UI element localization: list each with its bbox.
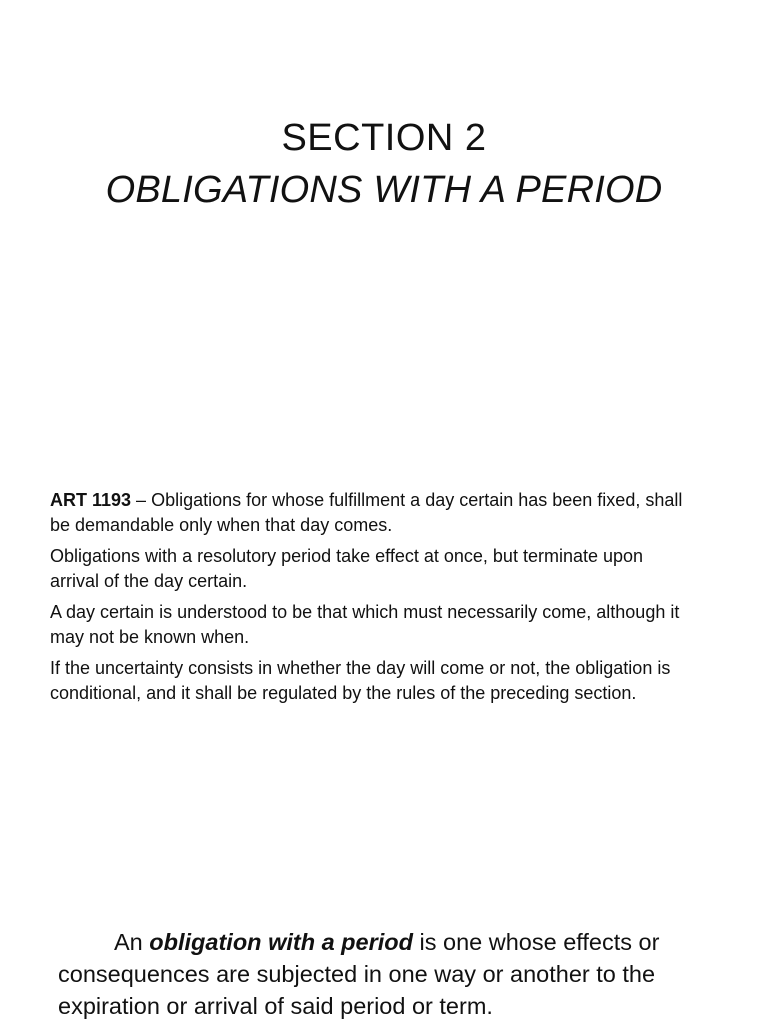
article-label: ART 1193 bbox=[50, 490, 132, 510]
section-title-block bbox=[0, 112, 768, 216]
article-paragraph-1-text: Obligations for whose fulfillment a day certain has been fixed, shall be demandable only when that day comes. bbox=[50, 490, 683, 535]
article-paragraph-3: A day certain is understood to be that which must necessarily come, although it may not be known when. bbox=[50, 602, 680, 647]
section-number-heading: SECTION 2 bbox=[281, 117, 487, 159]
definition-term: obligation with a period bbox=[149, 929, 413, 955]
article-paragraph-2: Obligations with a resolutory period take effect at once, but terminate upon arrival of the day certain. bbox=[50, 546, 644, 591]
article-1193 bbox=[50, 488, 690, 712]
article-paragraph-1 bbox=[50, 488, 690, 538]
definition-suffix: is one whose effects or consequences are subjected in one way or another to the expiration or arrival of said period or term. bbox=[58, 929, 660, 1019]
definition-paragraph bbox=[58, 926, 718, 1022]
section-title-heading: OBLIGATIONS WITH A PERIOD bbox=[105, 169, 663, 211]
article-paragraph-4: If the uncertainty consists in whether the day will come or not, the obligation is conditional, and it shall be regulated by the rules of the preceding section. bbox=[50, 658, 671, 703]
article-dash: – bbox=[131, 490, 152, 510]
definition-prefix: An bbox=[114, 929, 150, 955]
